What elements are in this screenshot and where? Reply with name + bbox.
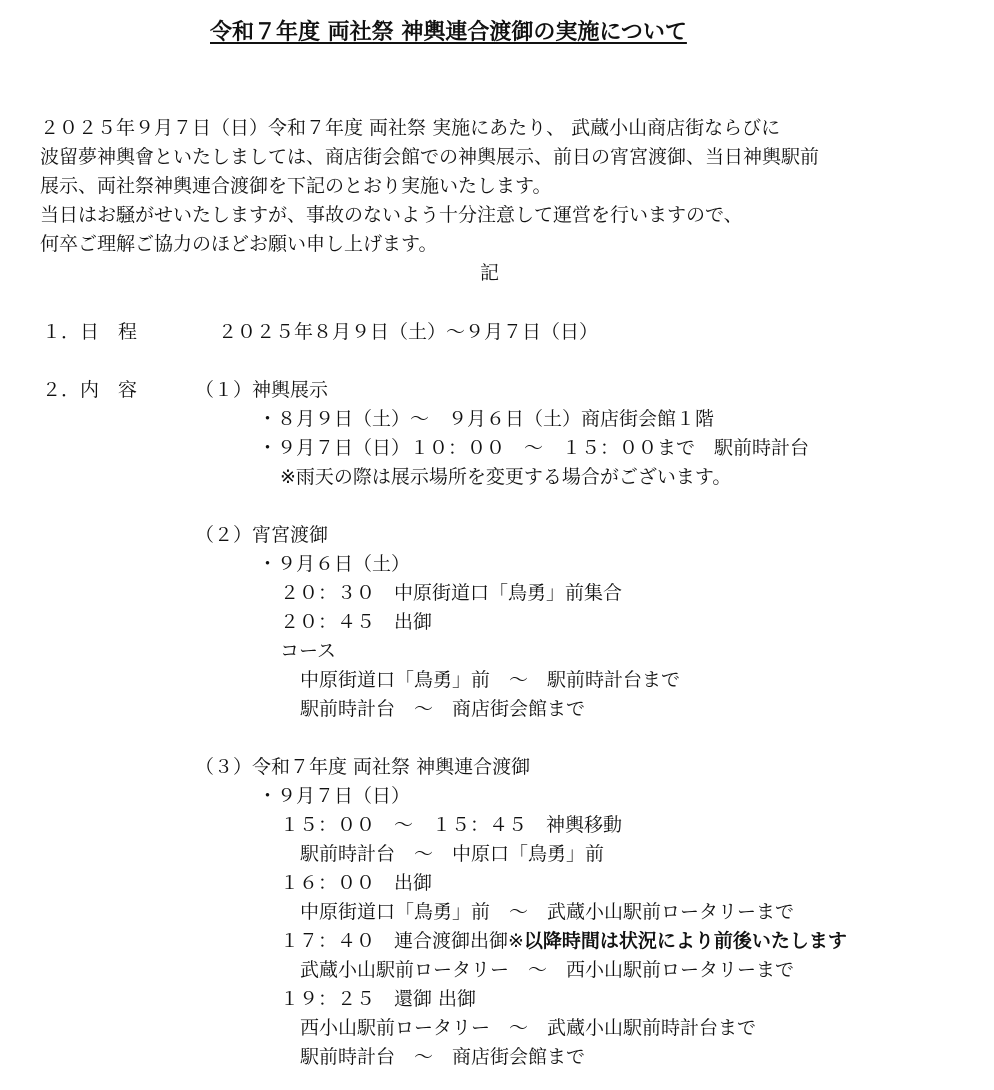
section-2-time-1: ２０：３０ 中原街道口「鳥勇」前集合 [280,582,623,604]
section-2-date: ・９月６日（土） [258,553,411,575]
section-3-time-3-note: 以降時間は状況により前後いたします [523,930,847,952]
section-3-heading: （３）令和７年度 両社祭 神輿連合渡御 [195,756,531,778]
ki-heading: 記 [480,262,500,284]
section-3-course-2: 中原街道口「鳥勇」前 ～ 武蔵小山駅前ロータリーまで [300,901,795,923]
section-3-course-3: 武蔵小山駅前ロータリー ～ 西小山駅前ロータリーまで [300,959,795,981]
section-1-note: ※雨天の際は展示場所を変更する場合がございます。 [280,466,732,488]
section-3-course-1: 駅前時計台 ～ 中原口「鳥勇」前 [300,843,605,865]
intro-line-5: 何卒ご理解ご協力のほどお願い申し上げます。 [40,233,438,255]
section-2-course-1: 中原街道口「鳥勇」前 ～ 駅前時計台まで [300,669,681,691]
section-2-heading: （２）宵宮渡御 [195,524,329,546]
schedule-label: １．日 程 [42,321,138,343]
section-2-course-2: 駅前時計台 ～ 商店街会館まで [300,698,586,720]
section-1-heading: （１）神輿展示 [195,379,329,401]
section-3-course-5: 駅前時計台 ～ 商店街会館まで [300,1046,586,1068]
section-1-line-2: ・９月７日（日）１０：００ ～ １５：００まで 駅前時計台 [258,437,810,459]
intro-line-3: 展示、両社祭神輿連合渡御を下記のとおり実施いたします。 [40,175,552,197]
section-3-time-1: １５：００ ～ １５：４５ 神輿移動 [280,814,623,836]
section-2-course-label: コース [280,640,337,662]
section-3-course-4: 西小山駅前ロータリー ～ 武蔵小山駅前時計台まで [300,1017,757,1039]
intro-line-1: ２０２５年９月７日（日）令和７年度 両社祭 実施にあたり、 武蔵小山商店街ならびに [40,117,781,139]
document-title: 令和７年度 両社祭 神輿連合渡御の実施について [210,20,687,45]
section-3-date: ・９月７日（日） [258,785,411,807]
section-2-time-2: ２０：４５ 出御 [280,611,433,633]
intro-line-2: 波留夢神輿會といたしましては、商店街会館での神輿展示、前日の宵宮渡御、当日神輿駅前 [40,146,820,168]
section-3-time-3-text: １７：４０ 連合渡御出御※ [280,930,524,952]
section-3-time-4: １９：２５ 還御 出御 [280,988,477,1010]
section-1-line-1: ・８月９日（土）～ ９月６日（土）商店街会館１階 [258,408,715,430]
contents-label: ２．内 容 [42,379,138,401]
schedule-value: ２０２５年８月９日（土）～９月７日（日） [218,321,599,343]
intro-line-4: 当日はお騒がせいたしますが、事故のないよう十分注意して運営を行いますので、 [40,204,743,226]
section-3-time-3 [280,932,847,951]
section-3-time-2: １６：００ 出御 [280,872,433,894]
